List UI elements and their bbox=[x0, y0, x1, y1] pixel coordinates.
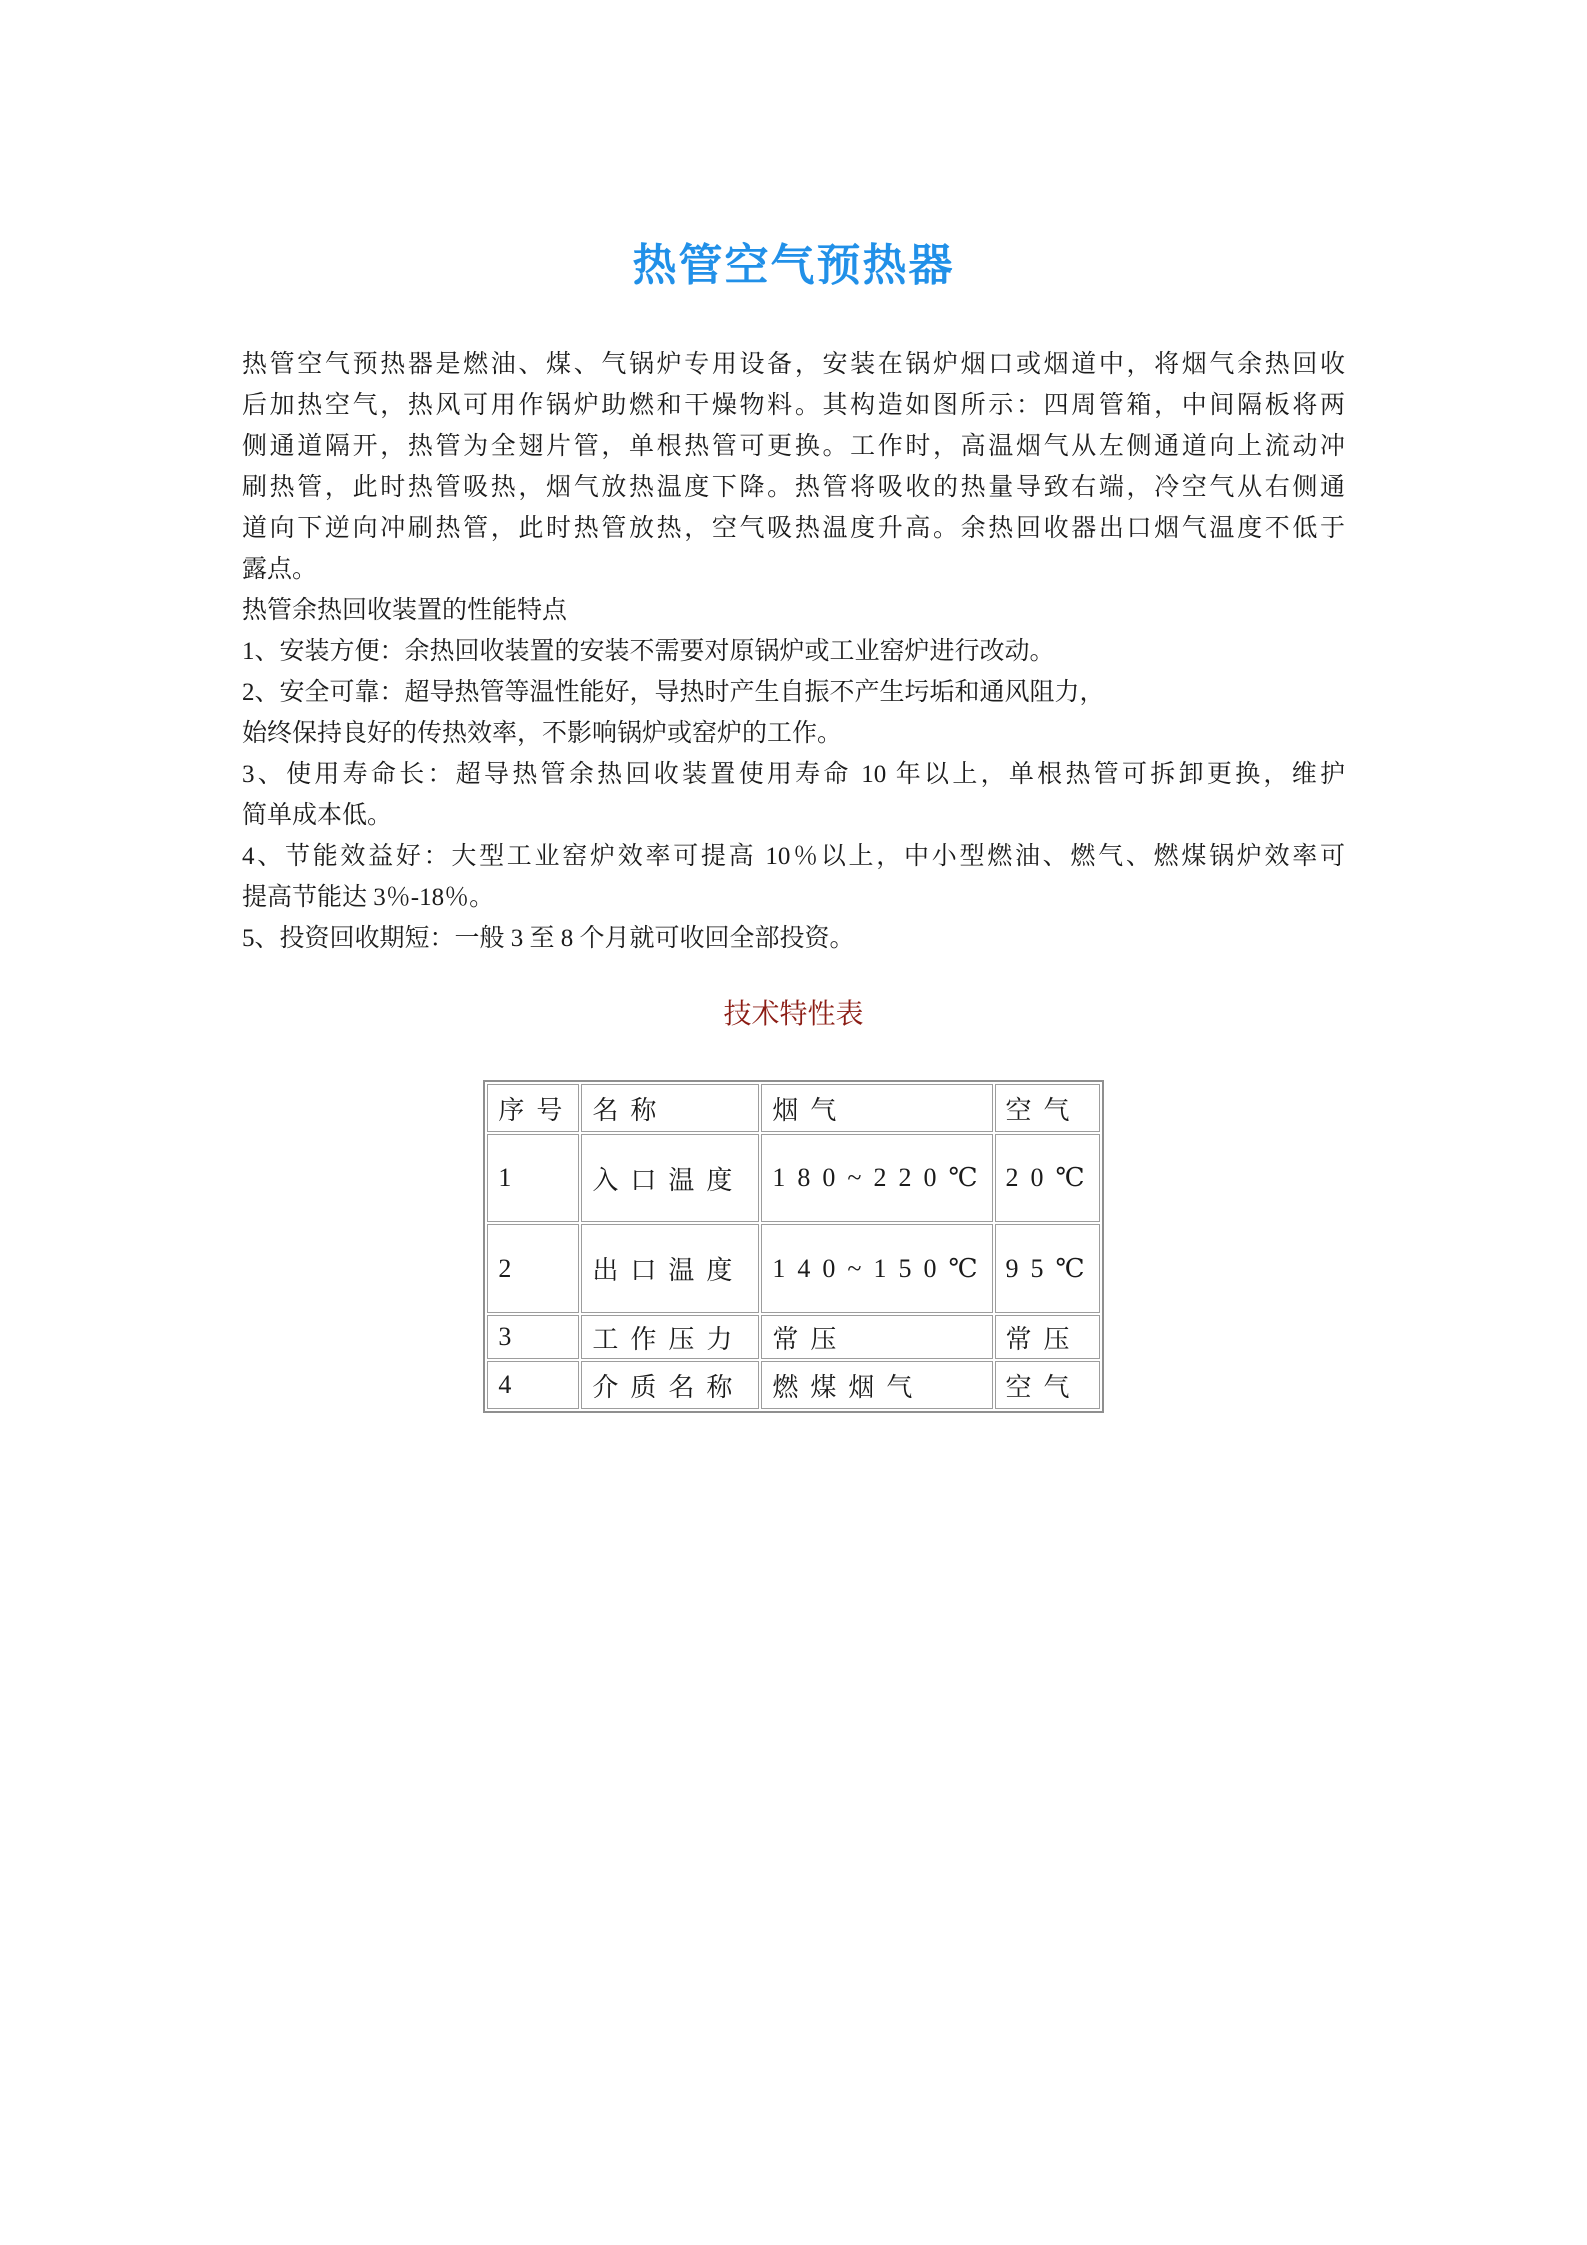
table-cell: 140~150℃ bbox=[761, 1224, 992, 1313]
table-cell: 180~220℃ bbox=[761, 1134, 992, 1222]
table-header-cell: 烟气 bbox=[761, 1084, 992, 1132]
body-line: 始终保持良好的传热效率，不影响锅炉或窑炉的工作。 bbox=[242, 720, 843, 747]
body-line: 1、安装方便：余热回收装置的安装不需要对原锅炉或工业窑炉进行改动。 bbox=[242, 638, 1055, 665]
body-line: 侧通道隔开，热管为全翅片管，单根热管可更换。工作时，高温烟气从左侧通道向上流动冲 bbox=[242, 433, 1345, 460]
body-line: 提高节能达 3％-18％。 bbox=[242, 884, 495, 911]
table-cell: 2 bbox=[487, 1224, 579, 1313]
body-paragraphs bbox=[242, 344, 1345, 959]
body-line: 刷热管，此时热管吸热，烟气放热温度下降。热管将吸收的热量导致右端，冷空气从右侧通 bbox=[242, 474, 1345, 501]
page-title: 热管空气预热器 bbox=[632, 241, 955, 290]
table-cell: 常压 bbox=[995, 1315, 1100, 1359]
table-header-cell: 序号 bbox=[487, 1084, 579, 1132]
body-line: 简单成本低。 bbox=[242, 802, 393, 829]
table-cell: 4 bbox=[487, 1361, 579, 1409]
body-line: 热管余热回收装置的性能特点 bbox=[242, 597, 568, 624]
table-caption: 技术特性表 bbox=[723, 999, 864, 1030]
table-cell: 入口温度 bbox=[581, 1134, 759, 1222]
body-line: 2、安全可靠：超导热管等温性能好，导热时产生自振不产生圬垢和通风阻力， bbox=[242, 679, 1105, 706]
table-header-cell: 名称 bbox=[581, 1084, 759, 1132]
table-cell: 95℃ bbox=[995, 1224, 1100, 1313]
body-line: 3、使用寿命长：超导热管余热回收装置使用寿命 10 年以上，单根热管可拆卸更换，维护 bbox=[242, 761, 1345, 788]
table-cell: 20℃ bbox=[995, 1134, 1100, 1222]
table-cell: 空气 bbox=[995, 1361, 1100, 1409]
table-row bbox=[487, 1084, 1099, 1132]
spec-table bbox=[483, 1080, 1103, 1413]
table-row bbox=[487, 1134, 1099, 1222]
body-line: 道向下逆向冲刷热管，此时热管放热，空气吸热温度升高。余热回收器出口烟气温度不低于 bbox=[242, 515, 1345, 542]
body-line: 5、投资回收期短：一般 3 至 8 个月就可收回全部投资。 bbox=[242, 925, 855, 952]
table-cell: 3 bbox=[487, 1315, 579, 1359]
table-cell: 燃煤烟气 bbox=[761, 1361, 992, 1409]
table-row bbox=[487, 1361, 1099, 1409]
table-cell: 常压 bbox=[761, 1315, 992, 1359]
table-cell: 1 bbox=[487, 1134, 579, 1222]
table-header-cell: 空气 bbox=[995, 1084, 1100, 1132]
body-line: 热管空气预热器是燃油、煤、气锅炉专用设备，安装在锅炉烟口或烟道中，将烟气余热回收 bbox=[242, 351, 1345, 378]
body-line: 4、节能效益好：大型工业窑炉效率可提高 10％以上，中小型燃油、燃气、燃煤锅炉效率可 bbox=[242, 843, 1345, 870]
table-row bbox=[487, 1224, 1099, 1313]
table-cell: 工作压力 bbox=[581, 1315, 759, 1359]
body-line: 露点。 bbox=[242, 556, 318, 583]
table-cell: 介质名称 bbox=[581, 1361, 759, 1409]
table-row bbox=[487, 1315, 1099, 1359]
table-cell: 出口温度 bbox=[581, 1224, 759, 1313]
body-line: 后加热空气，热风可用作锅炉助燃和干燥物料。其构造如图所示：四周管箱，中间隔板将两 bbox=[242, 392, 1345, 419]
